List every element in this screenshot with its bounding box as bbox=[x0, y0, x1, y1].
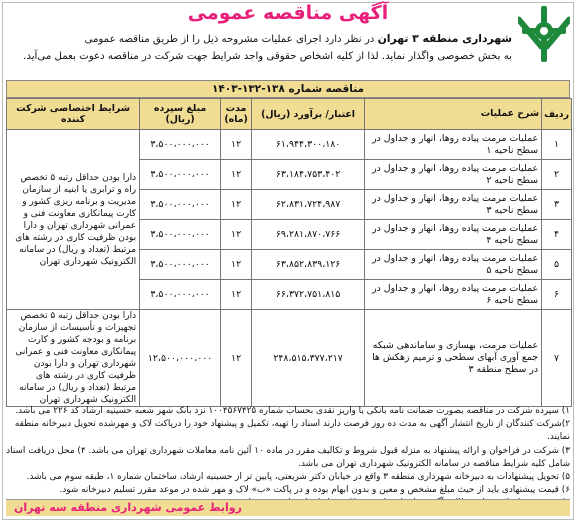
conditions-rows-1-6: دارا بودن حداقل رتبه ۵ تخصص راه و ترابری یا ابنیه از سازمان مدیریت و برنامه ریزی کشور و کارت پیمانکاری معاونت فنی و عمرانی شهرداری تهران و دارا بودن ظرفیت کاری در رشته های مرتبط (تعداد و ریال) در سامانه الکترونیک شهرداری تهران bbox=[7, 130, 140, 310]
row-duration: ۱۲ bbox=[221, 220, 252, 250]
row-amount: ۶۳،۱۸۴،۷۵۳،۴۰۲ bbox=[252, 160, 365, 190]
row-deposit: ۳،۵۰۰،۰۰۰،۰۰۰ bbox=[140, 160, 221, 190]
row-deposit: ۳،۵۰۰،۰۰۰،۰۰۰ bbox=[140, 220, 221, 250]
row-deposit: ۱۲،۵۰۰،۰۰۰،۰۰۰ bbox=[140, 310, 221, 407]
row-duration: ۱۲ bbox=[221, 130, 252, 160]
header-row-number: ردیف bbox=[542, 99, 572, 130]
row-deposit: ۳،۵۰۰،۰۰۰،۰۰۰ bbox=[140, 280, 221, 310]
row-number: ۴ bbox=[542, 220, 572, 250]
row-duration: ۱۲ bbox=[221, 280, 252, 310]
row-duration: ۱۲ bbox=[221, 250, 252, 280]
row-number: ۷ bbox=[542, 310, 572, 407]
tender-table bbox=[6, 98, 572, 407]
row-number: ۳ bbox=[542, 190, 572, 220]
row-number: ۲ bbox=[542, 160, 572, 190]
header-description: شرح عملیات bbox=[365, 99, 542, 130]
row-description: عملیات مرمت پیاده روها، انهار و جداول در سطح ناحیه ۲ bbox=[365, 160, 542, 190]
row-description: عملیات مرمت پیاده روها، انهار و جداول در سطح ناحیه ۳ bbox=[365, 190, 542, 220]
footnote-item: ۲)شرکت کنندگان از تاریخ انتشار آگهی به مدت ده روز فرصت دارند اسناد را تهیه، تکمیل و پیشنهاد خود را درپاکت لاک و مهرشده تحویل دبیرخانه منطقه نمایند. bbox=[14, 419, 570, 443]
row-deposit: ۳،۵۰۰،۰۰۰،۰۰۰ bbox=[140, 130, 221, 160]
row-description: عملیات مرمت پیاده روها، انهار و جداول در سطح ناحیه ۱ bbox=[365, 130, 542, 160]
footer-text: روابط عمومی شهرداری منطقه سه تهران bbox=[14, 501, 242, 514]
row-amount: ۶۳،۸۵۲،۸۳۹،۱۲۶ bbox=[252, 250, 365, 280]
row-number: ۱ bbox=[542, 130, 572, 160]
conditions-row-7: دارا بودن حداقل رتبه ۵ تخصص تجهیزات و تأسیسات از سازمان برنامه و بودجه کشور و کارت پیمانکاری معاونت فنی و عمرانی شهرداری تهران و دارا بودن ظرفیت کاری در رشته های مرتبط (تعداد و ریال) در سامانه الکترونیک شهرداری تهران bbox=[7, 310, 140, 407]
row-description: عملیات مرمت، بهسازی و ساماندهی شبکه جمع آوری آبهای سطحی و ترمیم زهکش ها در سطح منطقه ۳ bbox=[365, 310, 542, 407]
header-deposit: مبلغ سپرده (ریال) bbox=[140, 99, 221, 130]
header-amount: اعتبار/ برآورد (ریال) bbox=[252, 99, 365, 130]
row-description: عملیات مرمت پیاده روها، انهار و جداول در سطح ناحیه ۵ bbox=[365, 250, 542, 280]
row-duration: ۱۲ bbox=[221, 190, 252, 220]
row-description: عملیات مرمت پیاده روها، انهار و جداول در سطح ناحیه ۶ bbox=[365, 280, 542, 310]
row-description: عملیات مرمت پیاده روها، انهار و جداول در سطح ناحیه ۴ bbox=[365, 220, 542, 250]
row-duration: ۱۲ bbox=[221, 160, 252, 190]
row-number: ۶ bbox=[542, 280, 572, 310]
tender-number: مناقصه شماره ۱۳۸-۱۳۲-۱۴۰۳ bbox=[6, 80, 570, 98]
table-row bbox=[7, 310, 572, 407]
footnote-item: ۵) تحویل پیشنهادات به دبیرخانه شهرداری منطقه ۳ واقع در خیابان دکتر شریعتی، پایین تر از حسینیه ارشاد، ساختمان شماره ۱، طبقه سوم می باشد. bbox=[26, 472, 570, 483]
notice-title: آگهی مناقصه عمومی bbox=[187, 2, 389, 24]
row-deposit: ۳،۵۰۰،۰۰۰،۰۰۰ bbox=[140, 250, 221, 280]
row-deposit: ۳،۵۰۰،۰۰۰،۰۰۰ bbox=[140, 190, 221, 220]
table-row bbox=[7, 130, 572, 160]
row-number: ۵ bbox=[542, 250, 572, 280]
footnote-item: ۶) قیمت پیشنهادی باید از حیث مبلغ مشخص و معین و بدون ابهام بوده و در پاکت «ب» لاک و مهر شده در موعد مقرر تسلیم دبیرخانه شود. bbox=[59, 485, 570, 496]
row-amount: ۲۴۸،۵۱۵،۳۷۷،۲۱۷ bbox=[252, 310, 365, 407]
intro-line2: به بخش خصوصی واگذار نماید. لذا از کلیه اشخاص حقوقی واجد شرایط جهت شرکت در مناقصه دعوت بعمل می‌آید. bbox=[23, 51, 512, 62]
row-amount: ۶۹،۲۸۱،۸۷۰،۷۶۶ bbox=[252, 220, 365, 250]
header-duration: مدت (ماه) bbox=[221, 99, 252, 130]
issuer-name: شهرداری منطقه ۳ تهران bbox=[377, 32, 512, 45]
intro-text bbox=[16, 30, 512, 65]
footnote-item: ۳) شرکت در فراخوان و ارائه پیشنهاد به منزله قبول شروط و تکالیف مقرر در ماده ۱۰ آئین نامه معاملات شهرداری تهران می باشد. ۴) محل دریافت اسناد شامل کلیه شرایط مناقصه در سامانه الکترونیک شهرداری تهران می باشد. bbox=[6, 445, 570, 469]
row-amount: ۶۲،۸۳۱،۷۲۴،۹۸۷ bbox=[252, 190, 365, 220]
footnote-item: ۱) سپرده شرکت در مناقصه بصورت ضمانت نامه بانکی یا واریز نقدی بحساب شماره ۱۰۰۴۵۶۷۴۲۵ نزد بانک شهر شعبه حسینیه ارشاد کد ۲۲۶ می باشد. bbox=[15, 406, 570, 416]
table-header-row bbox=[7, 99, 572, 130]
intro-line1: در نظر دارد اجرای عملیات مشروحه ذیل را از طریق مناقصه عمومی bbox=[84, 34, 378, 45]
footnotes bbox=[6, 405, 570, 511]
footer-bar bbox=[6, 499, 570, 516]
header-conditions: شرایط اختصاصی شرکت کننده bbox=[7, 99, 140, 130]
row-duration: ۱۲ bbox=[221, 310, 252, 407]
row-amount: ۶۱،۹۴۴،۳۰۰،۱۸۰ bbox=[252, 130, 365, 160]
row-amount: ۶۶،۳۷۲،۷۵۱،۸۱۵ bbox=[252, 280, 365, 310]
